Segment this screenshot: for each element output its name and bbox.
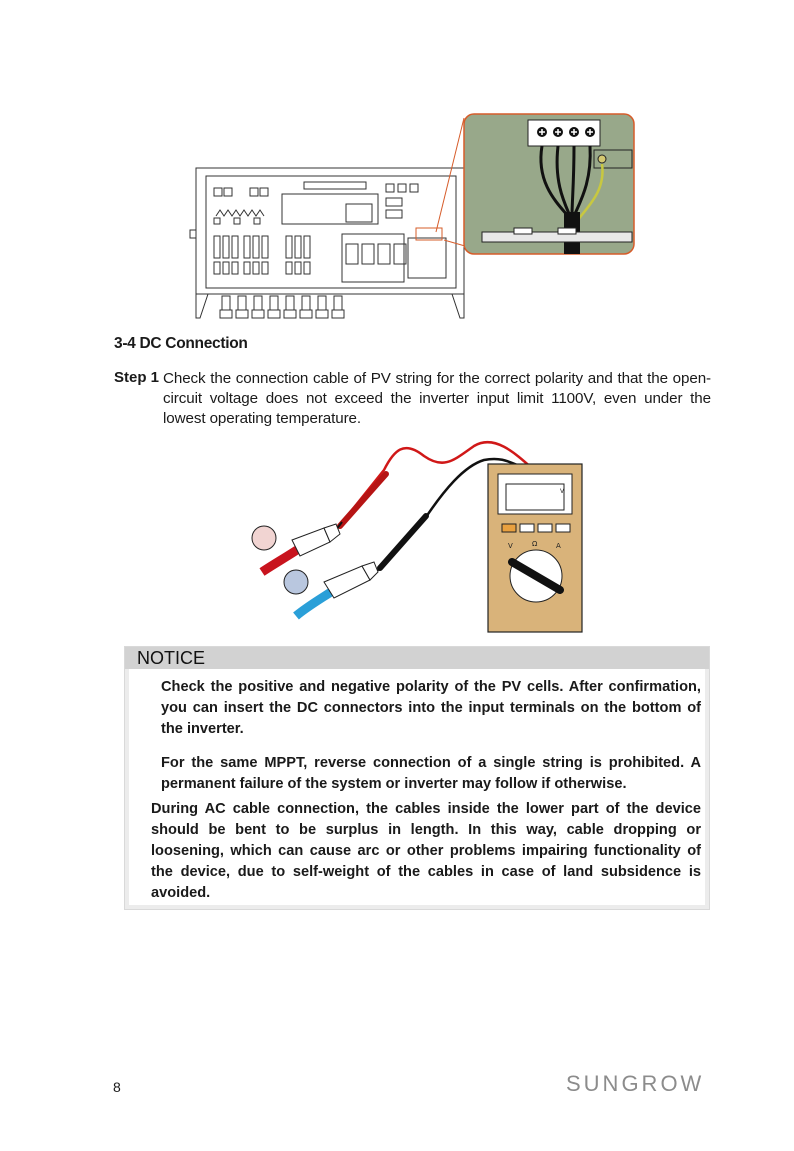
brand-wordmark: SUNGROW — [566, 1072, 705, 1094]
step-text: Check the connection cable of PV string for the correct polarity and that the open-circuit voltage does not exceed the inverter input limit 1100V, even under the lowest operating temperature. — [163, 370, 711, 427]
negative-pv-connector — [284, 562, 378, 616]
multimeter-polarity-check-illustration — [244, 430, 588, 636]
multimeter — [488, 464, 582, 632]
notice-title: NOTICE — [125, 647, 709, 669]
dc-input-connectors — [220, 296, 344, 318]
sungrow-logo — [566, 1072, 712, 1094]
ac-terminal-detail — [464, 114, 634, 254]
svg-text:A: A — [556, 542, 561, 550]
svg-text:V: V — [560, 488, 565, 495]
notice-item: During AC cable connection, the cables inside the lower part of the device should be bent to be surplus in length. In this way, cable dropping or loosening, which can cause arc or other problems impairing functionality of the device, due to self-weight of the cables in case of land subsidence is avoided. — [151, 801, 701, 901]
black-probe — [374, 516, 426, 574]
svg-text:V: V — [508, 542, 513, 550]
red-probe — [336, 474, 386, 530]
notice-box — [124, 646, 710, 910]
step-label: Step 1 — [114, 369, 160, 386]
section-heading: 3-4 DC Connection — [114, 335, 248, 352]
inverter-body — [190, 168, 464, 318]
svg-text:Ω: Ω — [532, 540, 538, 548]
notice-item: For the same MPPT, reverse connection of a single string is prohibited. A permanent failure of the system or inverter may follow if otherwise. — [161, 755, 701, 792]
inverter-terminal-illustration — [186, 112, 638, 326]
page-number: 8 — [113, 1079, 121, 1095]
notice-body — [129, 669, 705, 905]
notice-item: Check the positive and negative polarity of the PV cells. After confirmation, you can insert the DC connectors into the input terminals on the bottom of the inverter. — [161, 679, 701, 737]
positive-pv-connector — [252, 524, 340, 572]
